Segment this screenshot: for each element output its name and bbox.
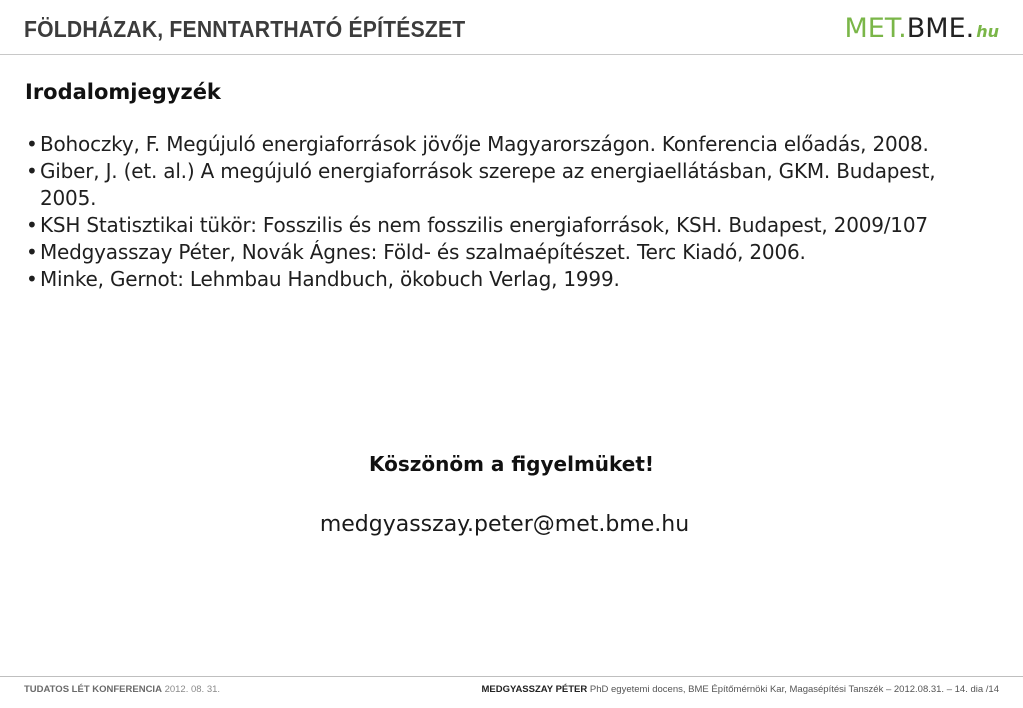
reference-text: Bohoczky, F. Megújuló energiaforrások jövője Magyarországon. Konferencia előadás, 2008. bbox=[40, 132, 929, 156]
thank-you-text: Köszönöm a figyelmüket! bbox=[368, 452, 655, 476]
bullet: • bbox=[26, 159, 38, 183]
footer-author-details: PhD egyetemi docens, BME Építőmérnöki Kar, Magasépítési Tanszék – 2012.08.31. – 14. dia /14 bbox=[589, 684, 999, 695]
contact-email: medgyasszay.peter@met.bme.hu bbox=[319, 512, 690, 537]
reference-text: KSH Statisztikai tükör: Fosszilis és nem fosszilis energiaforrások, KSH. Budapest, 2009/107 bbox=[40, 213, 928, 237]
reference-item bbox=[26, 239, 996, 266]
reference-item bbox=[26, 158, 996, 212]
logo-met: MET. bbox=[844, 13, 907, 44]
met-bme-logo bbox=[845, 12, 999, 49]
reference-list bbox=[26, 131, 996, 293]
section-heading: Irodalomjegyzék bbox=[25, 80, 221, 104]
logo-hu: hu bbox=[976, 22, 999, 41]
logo-bme: BME. bbox=[906, 13, 975, 44]
bullet: • bbox=[26, 240, 38, 264]
reference-item bbox=[26, 266, 996, 293]
reference-text: Medgyasszay Péter, Novák Ágnes: Föld- és szalmaépítészet. Terc Kiadó, 2006. bbox=[40, 240, 806, 264]
reference-item bbox=[26, 131, 996, 158]
footer-author-name: MEDGYASSZAY PÉTER bbox=[481, 684, 588, 695]
bullet: • bbox=[26, 267, 38, 291]
bullet: • bbox=[26, 213, 38, 237]
footer-conference bbox=[24, 684, 220, 695]
slide-title: FÖLDHÁZAK, FENNTARTHATÓ ÉPÍTÉSZET bbox=[24, 16, 466, 42]
reference-text: Minke, Gernot: Lehmbau Handbuch, ökobuch Verlag, 1999. bbox=[40, 267, 620, 291]
footer-conference-name: TUDATOS LÉT KONFERENCIA bbox=[24, 684, 162, 695]
footer-conference-date: 2012. 08. 31. bbox=[164, 684, 221, 695]
bullet: • bbox=[26, 132, 38, 156]
reference-item bbox=[26, 212, 996, 239]
footer-author bbox=[481, 684, 999, 695]
footer-divider bbox=[0, 676, 1023, 677]
header-divider bbox=[0, 54, 1023, 55]
reference-text: Giber, J. (et. al.) A megújuló energiaforrások szerepe az energiaellátásban, GKM. Budapest, 2005. bbox=[40, 159, 936, 210]
